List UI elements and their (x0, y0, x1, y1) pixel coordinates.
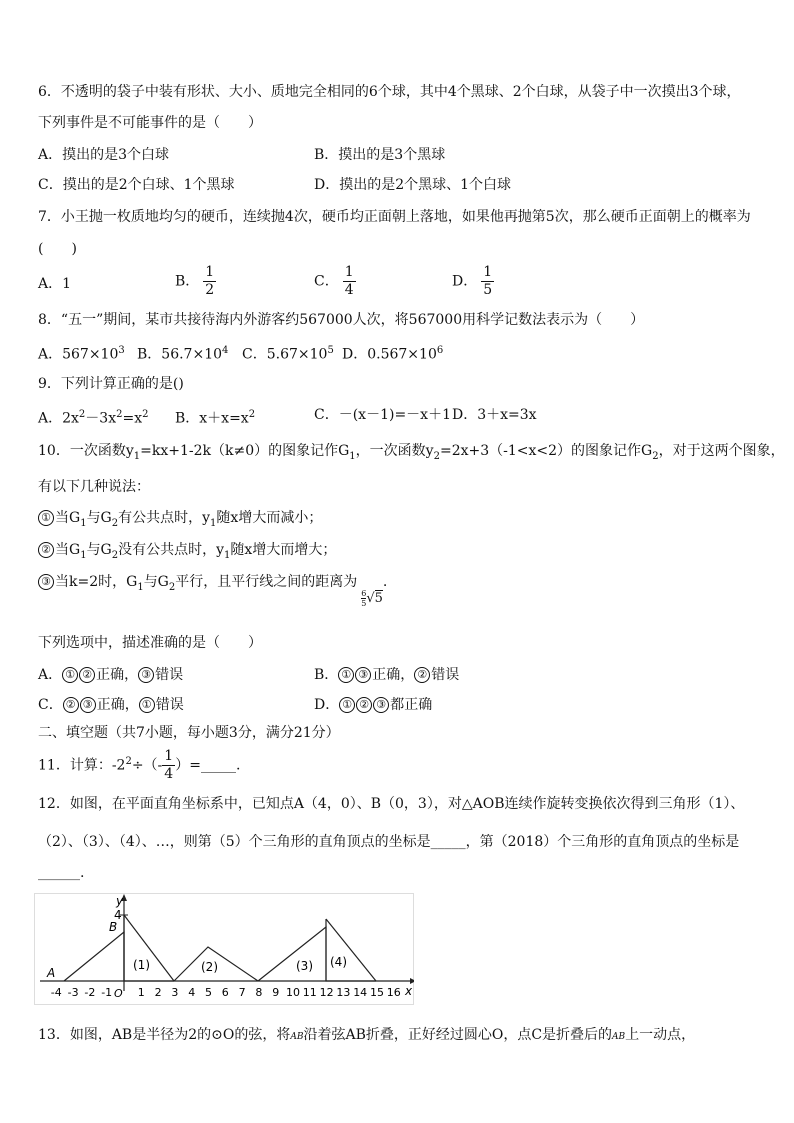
sqrt-icon: √ (366, 591, 375, 606)
fraction-numerator: 1 (205, 264, 215, 280)
subscript: 1 (80, 517, 87, 529)
option-label: B． (314, 667, 339, 683)
x-tick-label: 11 (302, 986, 317, 999)
text: ，对于这两个图象， (658, 443, 785, 459)
x-tick-label: -3 (67, 986, 79, 999)
point-a-label: A (47, 966, 56, 980)
circled-number: ① (139, 697, 155, 713)
text: 错误 (155, 667, 184, 683)
x-tick-label: 16 (386, 986, 401, 999)
q9-stem: 9．下列计算正确的是() (38, 376, 184, 392)
subscript: 2 (168, 581, 176, 593)
q7-option-c-label: C． (314, 273, 339, 290)
fraction-denominator: 4 (164, 766, 174, 782)
text: 当G (55, 542, 81, 558)
subscript: 1 (137, 581, 144, 593)
x-axis-label: x (405, 984, 413, 998)
point-b-label: B (109, 920, 118, 934)
x-tick-label: 7 (238, 986, 246, 999)
q7-option-c-fraction (343, 264, 356, 299)
q8-option-c[interactable] (242, 341, 334, 365)
x-tick-label: 8 (255, 986, 263, 999)
triangle-label-2: (2) (201, 960, 218, 974)
text: 正确， (372, 667, 415, 683)
y-tick-label: 4 (114, 908, 122, 922)
y-axis-label: y (116, 894, 124, 908)
circled-number-2: ② (38, 542, 54, 558)
q10-statement-2 (38, 540, 336, 566)
arc-ab-notation: AB (290, 1032, 304, 1042)
x-tick-label: 2 (154, 986, 162, 999)
circled-number: ③ (138, 667, 154, 683)
exponent: 2 (78, 409, 86, 420)
circled-number: ② (63, 697, 79, 713)
text: =2x+3（-1<x<2）的图象记作G (439, 443, 653, 459)
subscript: 2 (433, 450, 440, 462)
exponent: 4 (222, 345, 229, 356)
fraction-denominator: 5 (483, 282, 493, 298)
circled-number: ① (62, 667, 78, 683)
x-tick-label: 12 (319, 986, 334, 999)
x-tick-label: -1 (101, 986, 113, 999)
text: 与G (86, 542, 112, 558)
text: 13．如图，AB是半径为2的⊙O的弦，将 (38, 1027, 291, 1043)
q8-option-a[interactable] (38, 341, 125, 365)
exponent: 2 (142, 409, 149, 420)
text: =kx+1-2k（k≠0）的图象记作G (140, 443, 350, 459)
exponent: 2 (116, 409, 123, 420)
triangle-4-hypotenuse (326, 919, 376, 981)
q10-option-d[interactable] (314, 695, 432, 715)
q8-option-d[interactable] (342, 341, 443, 365)
text: 随x增大而减小； (216, 510, 323, 526)
q7-option-d-fraction (481, 264, 494, 299)
subscript: 1 (80, 549, 87, 561)
text: 10．一次函数y (38, 443, 134, 459)
circled-number-1: ① (38, 510, 54, 526)
circled-number: ① (339, 697, 355, 713)
section-2-heading: 二、填空题（共7小题，每小题3分，满分21分） (38, 725, 340, 741)
q6-option-c[interactable]: C．摸出的是2个白球、1个黑球 (38, 177, 235, 193)
q11-stem (38, 748, 240, 783)
q10-statement-3 (38, 572, 387, 609)
fraction-denominator: 4 (344, 282, 354, 298)
fraction-numerator: 1 (483, 264, 493, 280)
origin-label: O (114, 987, 123, 1000)
text: B．x＋x=x (175, 410, 249, 427)
q8-option-b-text: B．56.7×10 (137, 346, 223, 363)
x-tick-label: 1 (137, 986, 145, 999)
text: 平行，且平行线之间的距离为 (175, 574, 358, 590)
x-tick-label: 5 (205, 986, 212, 999)
fraction-numerator: 1 (164, 748, 174, 764)
option-label: D． (314, 697, 340, 713)
triangle-label-4: (4) (330, 955, 347, 969)
circled-number: ③ (355, 667, 371, 683)
q8-option-d-text: D．0.567×10 (342, 346, 437, 363)
subscript: 1 (210, 517, 217, 529)
exponent: 5 (327, 345, 334, 356)
q7-stem-line1: 7．小王抛一枚质地均匀的硬币，连续抛4次，硬币均正面朝上落地，如果他再抛第5次，那么硬币正面朝上的概率为 (38, 209, 751, 225)
text: ，一次函数y (355, 443, 434, 459)
q7-option-d-label: D． (452, 273, 478, 290)
x-tick-label: 13 (336, 986, 351, 999)
circled-number: ② (79, 667, 95, 683)
x-tick-label: 14 (353, 986, 368, 999)
subscript: 2 (652, 450, 659, 462)
exponent: 2 (248, 409, 256, 420)
option-label: C． (38, 697, 63, 713)
circled-number-3: ③ (38, 574, 54, 590)
q10-stem-line2: 有以下几种说法： (38, 479, 150, 495)
text: 有公共点时，y (118, 510, 211, 526)
x-tick-label: 10 (286, 986, 300, 999)
answer-blank[interactable]: _____ (200, 757, 236, 774)
radicand: 5 (374, 591, 383, 606)
q10-option-a[interactable] (38, 665, 183, 685)
q7-option-d[interactable] (452, 264, 494, 299)
q7-option-b-label: B． (175, 273, 200, 290)
fraction-denominator: 5 (361, 598, 367, 608)
fraction-numerator: 1 (344, 264, 354, 280)
text: 当G (55, 510, 81, 526)
q8-option-c-text: C．5.67×10 (242, 346, 328, 363)
q6-stem-line1: 6．不透明的袋子中装有形状、大小、质地完全相同的6个球，其中4个黑球、2个白球，从袋子中一次摸出3个球， (38, 84, 741, 100)
subscript: 1 (133, 450, 141, 462)
q7-option-b-fraction (203, 264, 216, 299)
exponent: 3 (118, 345, 125, 356)
subscript: 1 (224, 549, 231, 561)
x-tick-label: 15 (370, 986, 384, 999)
text: =x (122, 410, 143, 427)
x-tick-labels (51, 986, 401, 999)
text: . (235, 757, 241, 774)
q6-stem-line2: 下列事件是不可能事件的是（ ） (38, 115, 262, 131)
q12-stem-line1: 12．如图，在平面直角坐标系中，已知点A（4，0）、B（0，3），对△AOB连续作旋转变换依次得到三角形（1）、 (38, 796, 745, 812)
q10-statement-1 (38, 508, 322, 534)
q12-stem-line2: （2）、（3）、（4）、…，则第（5）个三角形的直角顶点的坐标是_____，第（2018）个三角形的直角顶点的坐标是 (38, 834, 740, 850)
q7-option-b[interactable] (175, 264, 216, 299)
text: 与G (143, 574, 169, 590)
q9-option-a[interactable] (38, 405, 149, 429)
text: 没有公共点时，y (118, 542, 225, 558)
q6-option-a[interactable]: A．摸出的是3个白球 (38, 147, 170, 163)
x-tick-label: 6 (221, 986, 229, 999)
text: 11．计算：-2 (38, 757, 126, 774)
triangle-label-1: (1) (133, 958, 150, 972)
text: 正确， (96, 697, 139, 713)
x-tick-label: 9 (272, 986, 280, 999)
x-tick-label: 3 (171, 986, 179, 999)
q12-stem-line3: ______. (38, 865, 85, 881)
text: 错误 (431, 667, 460, 683)
x-tick-label: -4 (50, 986, 62, 999)
q8-option-b[interactable] (137, 341, 228, 365)
q10-option-c[interactable] (38, 695, 184, 715)
circled-number: ② (414, 667, 430, 683)
x-tick-label: 4 (188, 986, 196, 999)
subscript: 2 (111, 517, 119, 529)
triangle-3 (258, 927, 326, 981)
text: 错误 (155, 697, 184, 713)
q10-stem-line1 (38, 441, 785, 467)
fraction-denominator: 2 (205, 282, 215, 298)
text: ÷（- (131, 757, 163, 774)
q6-option-d[interactable]: D．摸出的是2个黑球、1个白球 (314, 177, 512, 193)
text: 都正确 (390, 697, 433, 713)
text: －3x (85, 410, 117, 427)
text: . (382, 574, 388, 590)
q7-option-c[interactable] (314, 264, 356, 299)
circled-number: ③ (80, 697, 96, 713)
q9-option-c[interactable]: C．－(x－1)=－x＋1 (314, 407, 451, 423)
triangle-label-3: (3) (296, 959, 313, 973)
q10-prompt: 下列选项中，描述准确的是（ ） (38, 635, 262, 651)
q9-option-d[interactable]: D．3＋x=3x (452, 407, 537, 423)
circled-number: ③ (373, 697, 389, 713)
q8-option-a-text: A．567×10 (38, 346, 119, 363)
text: A．2x (38, 410, 79, 427)
option-label: A． (38, 667, 63, 683)
subscript: 1 (349, 450, 356, 462)
subscript: 2 (111, 549, 119, 561)
exponent: 2 (125, 755, 132, 767)
circled-number: ② (356, 697, 372, 713)
q8-stem: 8．“五一”期间，某市共接待海内外游客约567000人次，将567000用科学记数法表示为（ ） (38, 312, 645, 328)
distance-expression (361, 588, 383, 609)
text: 随x增大而增大； (230, 542, 337, 558)
q6-option-b[interactable]: B．摸出的是3个黑球 (314, 147, 446, 163)
arc-ab-notation: AB (612, 1032, 626, 1042)
exponent: 6 (436, 345, 444, 356)
x-tick-label: -2 (84, 986, 96, 999)
q11-fraction (162, 748, 175, 783)
text: 与G (86, 510, 112, 526)
q9-option-b[interactable] (175, 405, 255, 429)
circled-number: ① (338, 667, 354, 683)
coordinate-figure (34, 893, 414, 1005)
text: 当k=2时，G (55, 574, 138, 590)
text: 正确， (96, 667, 139, 683)
q7-option-a[interactable]: A．1 (38, 276, 72, 292)
triangle-aob (64, 932, 124, 981)
fraction-numerator: 6 (361, 588, 367, 598)
q10-option-b[interactable] (314, 665, 459, 685)
text: ）= (175, 757, 201, 774)
text: 上一动点， (625, 1027, 696, 1043)
q7-stem-line2: ( ) (38, 241, 77, 257)
q13-stem (38, 1025, 695, 1047)
text: 沿着弦AB折叠，正好经过圆心O，点C是折叠后的 (303, 1027, 613, 1043)
